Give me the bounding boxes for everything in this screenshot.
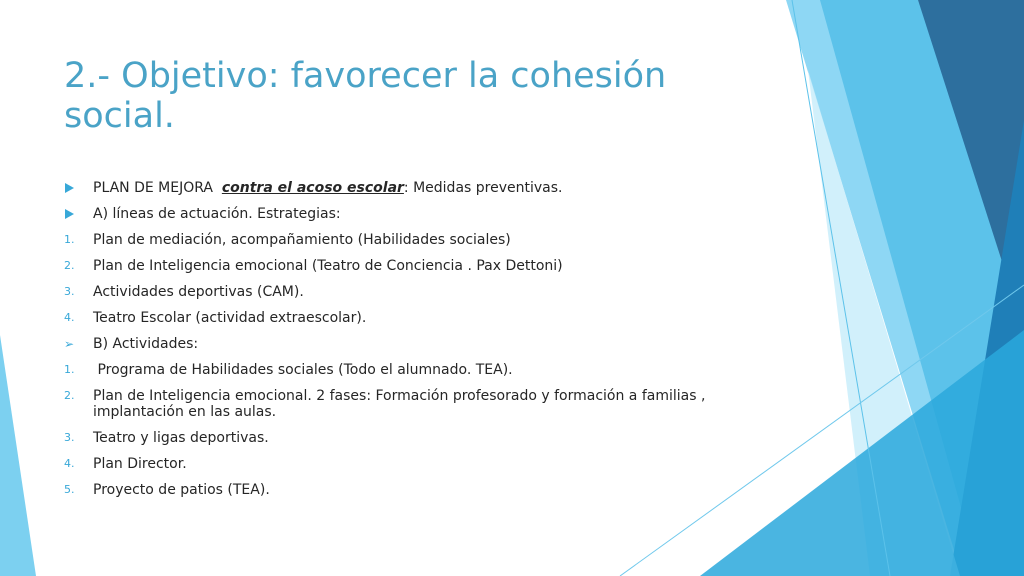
list-item-prefix: PLAN DE MEJORA [93,180,222,196]
arrow-bullet-icon: ➢ [64,337,75,351]
list-item [64,180,764,196]
list-number: 5. [64,483,75,496]
list-item [64,430,764,446]
list-item-text: Plan Director. [93,456,187,472]
list-item [64,232,764,248]
list-item [64,258,764,274]
list-item [64,482,764,498]
list-item-text: Programa de Habilidades sociales (Todo el alumnado. TEA). [93,362,513,378]
list-item-suffix: : Medidas preventivas. [403,180,563,196]
list-item-text: Proyecto de patios (TEA). [93,482,270,498]
list-number: 3. [64,285,75,298]
list-number: 3. [64,431,75,444]
list-item [64,456,764,472]
list-item [64,336,764,352]
list-item-text: Plan de Inteligencia emocional. 2 fases: Formación profesorado y formación a familias , implantación en las aulas. [93,388,710,420]
list-item-text: Teatro Escolar (actividad extraescolar). [93,310,367,326]
list-item [64,284,764,300]
list-number: 4. [64,457,75,470]
list-number: 2. [64,259,75,272]
triangle-bullet-icon [65,183,74,193]
list-item-emphasis: contra el acoso escolar [221,180,404,196]
left-corner-shape [0,335,36,576]
triangle-bullet-icon [65,209,74,219]
list-number: 2. [64,389,75,402]
list-item-text: A) líneas de actuación. Estrategias: [93,206,341,222]
list-number: 1. [64,363,75,376]
slide-title: 2.- Objetivo: favorecer la cohesión social. [64,56,667,136]
list-item [64,388,764,420]
list-item-text: B) Actividades: [93,336,199,352]
list-item [64,362,764,378]
list-number: 1. [64,233,75,246]
list-item [64,206,764,222]
slide-content [64,180,764,508]
list-item [64,310,764,326]
list-item-text: Actividades deportivas (CAM). [93,284,304,300]
list-item-text: Plan de mediación, acompañamiento (Habilidades sociales) [93,232,511,248]
list-number: 4. [64,311,75,324]
list-item-text: Plan de Inteligencia emocional (Teatro de Conciencia . Pax Dettoni) [93,258,563,274]
list-item-text: Teatro y ligas deportivas. [93,430,269,446]
